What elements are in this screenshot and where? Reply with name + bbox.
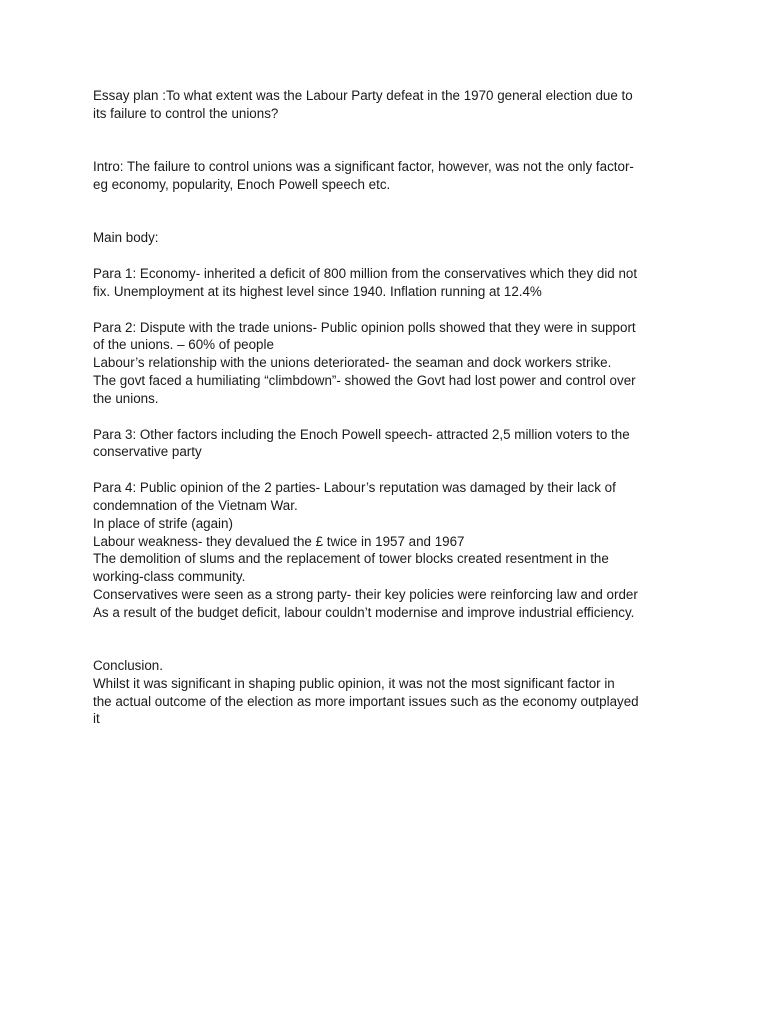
text-line: it (93, 711, 100, 727)
text-line: working-class community. (93, 569, 246, 585)
para-3 (93, 426, 678, 462)
text-line: Labour weakness- they devalued the £ twice in 1957 and 1967 (93, 533, 465, 549)
text-line: Whilst it was significant in shaping public opinion, it was not the most significant factor in (93, 675, 615, 691)
text-line: conservative party (93, 444, 202, 460)
text-line: In place of strife (again) (93, 515, 233, 531)
text-line: Essay plan :To what extent was the Labour Party defeat in the 1970 general election due to (93, 88, 633, 103)
text-line: its failure to control the unions? (93, 105, 279, 121)
para-1 (93, 265, 678, 301)
text-line: fix. Unemployment at its highest level since 1940. Inflation running at 12.4% (93, 283, 542, 299)
para-2 (93, 319, 678, 408)
text-line: The demolition of slums and the replacement of tower blocks created resentment in the (93, 551, 609, 567)
spacer (93, 408, 678, 426)
essay-title (93, 87, 678, 123)
conclusion-paragraph (93, 675, 678, 728)
main-body-heading: Main body: (93, 230, 159, 246)
text-line: Para 4: Public opinion of the 2 parties- Labour’s reputation was damaged by their lack of (93, 480, 616, 496)
text-line: Para 2: Dispute with the trade unions- Public opinion polls showed that they were in support (93, 319, 636, 335)
text-line: Labour’s relationship with the unions deteriorated- the seaman and dock workers strike. (93, 355, 612, 371)
text-line: Para 3: Other factors including the Enoch Powell speech- attracted 2,5 million voters to the (93, 426, 630, 442)
text-line: of the unions. – 60% of people (93, 337, 274, 353)
conclusion-heading: Conclusion. (93, 658, 163, 674)
document-page (93, 87, 678, 728)
spacer (93, 194, 678, 230)
spacer (93, 622, 678, 658)
text-line: the unions. (93, 390, 159, 406)
text-line: As a result of the budget deficit, labour couldn’t modernise and improve industrial efficiency. (93, 604, 635, 620)
text-line: Conservatives were seen as a strong party- their key policies were reinforcing law and order (93, 586, 638, 602)
intro-paragraph (93, 158, 678, 194)
text-line: Intro: The failure to control unions was a significant factor, however, was not the only factor- (93, 159, 634, 175)
text-line: Para 1: Economy- inherited a deficit of 800 million from the conservatives which they did not (93, 265, 638, 281)
para-4 (93, 479, 678, 621)
text-line: the actual outcome of the election as more important issues such as the economy outplayed (93, 693, 639, 709)
spacer (93, 461, 678, 479)
text-line: eg economy, popularity, Enoch Powell speech etc. (93, 176, 391, 192)
text-line: condemnation of the Vietnam War. (93, 497, 298, 513)
spacer (93, 247, 678, 265)
text-line: The govt faced a humiliating “climbdown”- showed the Govt had lost power and control over (93, 372, 636, 388)
spacer (93, 123, 678, 159)
spacer (93, 301, 678, 319)
